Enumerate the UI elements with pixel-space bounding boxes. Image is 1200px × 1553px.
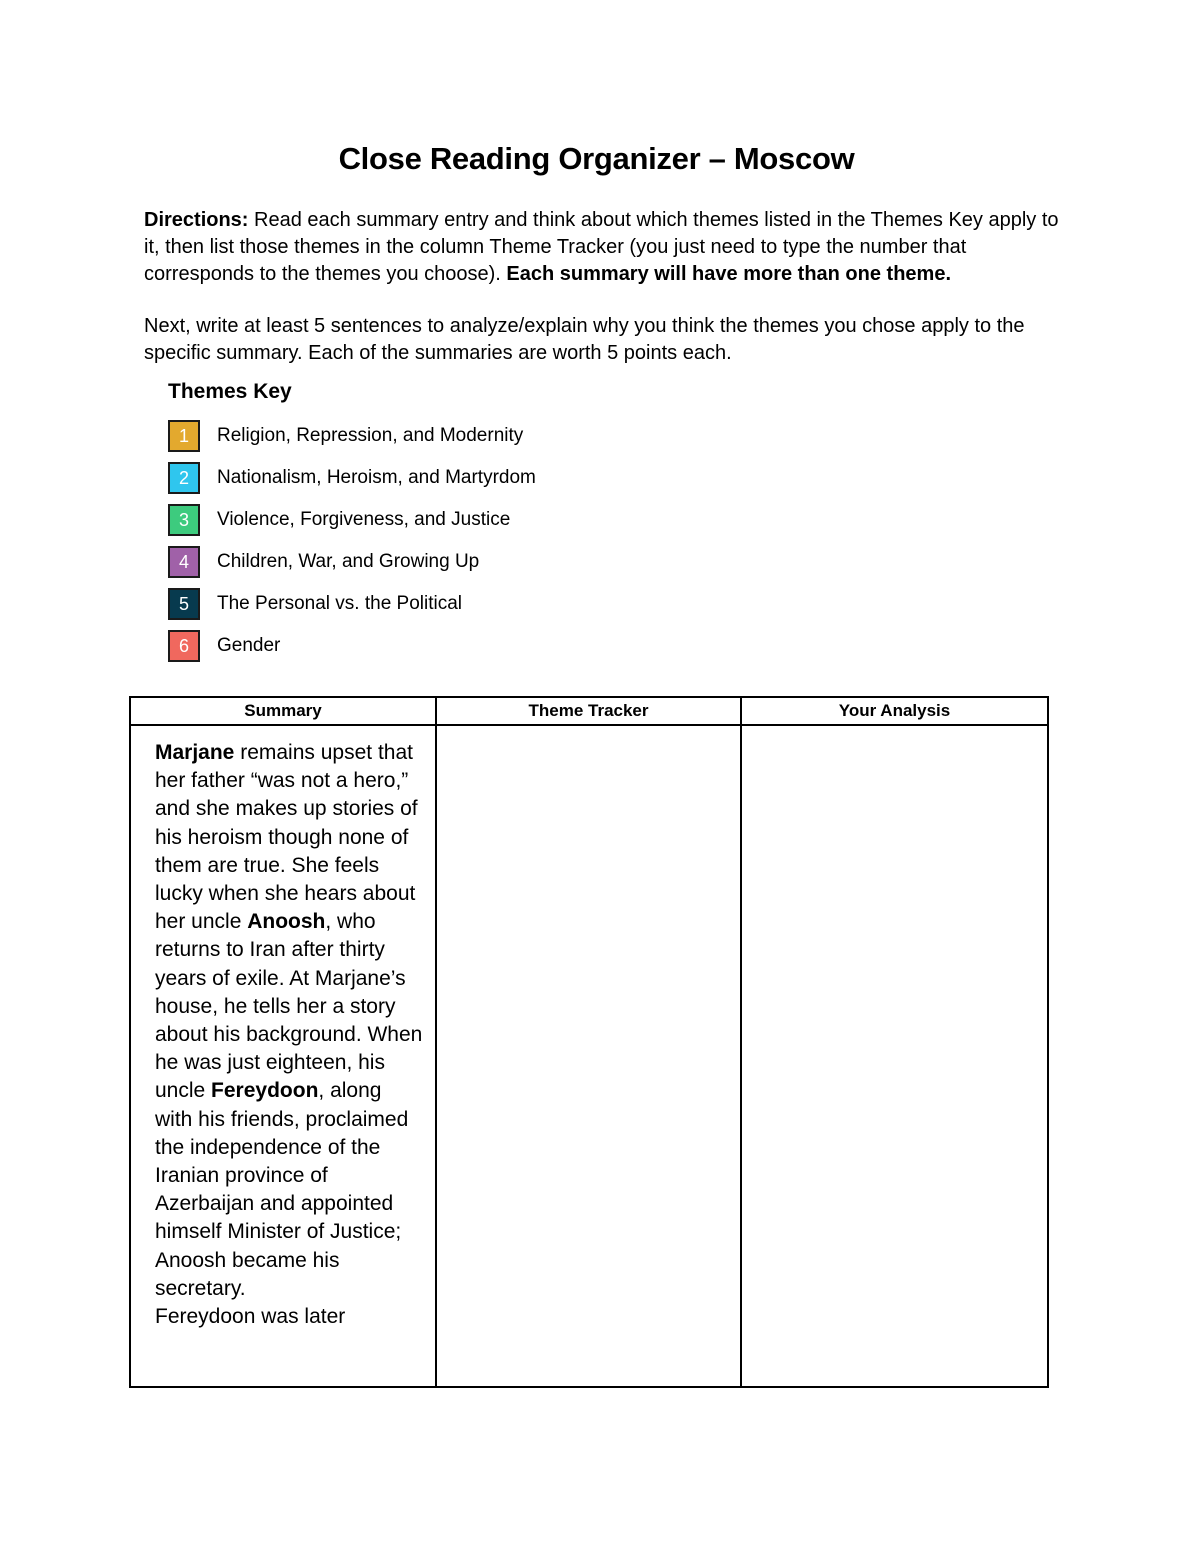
- directions: [144, 207, 1064, 367]
- theme-label: Children, War, and Growing Up: [217, 551, 480, 572]
- character-name: Fereydoon: [211, 1079, 319, 1103]
- directions-paragraph-2: Next, write at least 5 sentences to analyze/explain why you think the themes you chose apply to the specific summary. Each of the summaries are worth 5 points each.: [144, 315, 1025, 364]
- theme-number-badge: 5: [168, 588, 200, 620]
- summary-text: [131, 726, 435, 1386]
- theme-label: Nationalism, Heroism, and Martyrdom: [217, 467, 536, 488]
- theme-number-badge: 2: [168, 462, 200, 494]
- theme-key-item: [168, 625, 668, 667]
- summary-segment: remains upset that her father “was not a hero,” and she makes up stories of his heroism though none of them are true. She feels lucky when she hears about her uncle: [155, 741, 418, 934]
- theme-number-badge: 3: [168, 504, 200, 536]
- theme-label: The Personal vs. the Political: [217, 593, 463, 614]
- theme-key-item: [168, 415, 668, 457]
- theme-label: Religion, Repression, and Modernity: [217, 425, 524, 446]
- theme-number-badge: 6: [168, 630, 200, 662]
- directions-emphasis: Each summary will have more than one theme.: [506, 263, 952, 285]
- theme-number-badge: 4: [168, 546, 200, 578]
- table-header-row: [130, 697, 1048, 725]
- summary-segment: , who returns to Iran after thirty years of exile. At Marjane’s house, he tells her a story about his background. When he was just eighteen, his uncle: [155, 910, 423, 1103]
- table-row: [130, 725, 1048, 1387]
- theme-key-item: [168, 499, 668, 541]
- character-name: Marjane: [155, 741, 235, 764]
- theme-tracker-header: Theme Tracker: [436, 697, 741, 725]
- directions-text: Read each summary entry and think about which themes listed in the Themes Key apply to it, then list those themes in the column Theme Tracker (you just need to type the number that corresponds to the themes you choose).: [144, 209, 1059, 285]
- themes-key-heading: Themes Key: [168, 380, 292, 403]
- theme-key-item: [168, 541, 668, 583]
- your-analysis-cell[interactable]: [741, 725, 1048, 1387]
- summary-segment: Fereydoon was later: [155, 1305, 346, 1329]
- organizer-table: [129, 696, 1049, 1388]
- summary-segment: , along with his friends, proclaimed the independence of the Iranian province of Azerbaijan and appointed himself Minister of Justice; Anoosh became his secretary.: [155, 1079, 409, 1300]
- theme-label: Gender: [217, 635, 281, 656]
- directions-paragraph-1: [144, 207, 1064, 288]
- theme-key-item: [168, 457, 668, 499]
- theme-label: Violence, Forgiveness, and Justice: [217, 509, 511, 530]
- theme-number-badge: 1: [168, 420, 200, 452]
- your-analysis-header: Your Analysis: [741, 697, 1048, 725]
- themes-key-list: [168, 415, 668, 667]
- directions-label: Directions:: [144, 209, 249, 231]
- page-title: Close Reading Organizer – Moscow: [338, 141, 855, 176]
- summary-header: Summary: [130, 697, 436, 725]
- theme-tracker-cell[interactable]: [436, 725, 741, 1387]
- theme-key-item: [168, 583, 668, 625]
- character-name: Anoosh: [247, 910, 326, 934]
- summary-cell: [130, 725, 436, 1387]
